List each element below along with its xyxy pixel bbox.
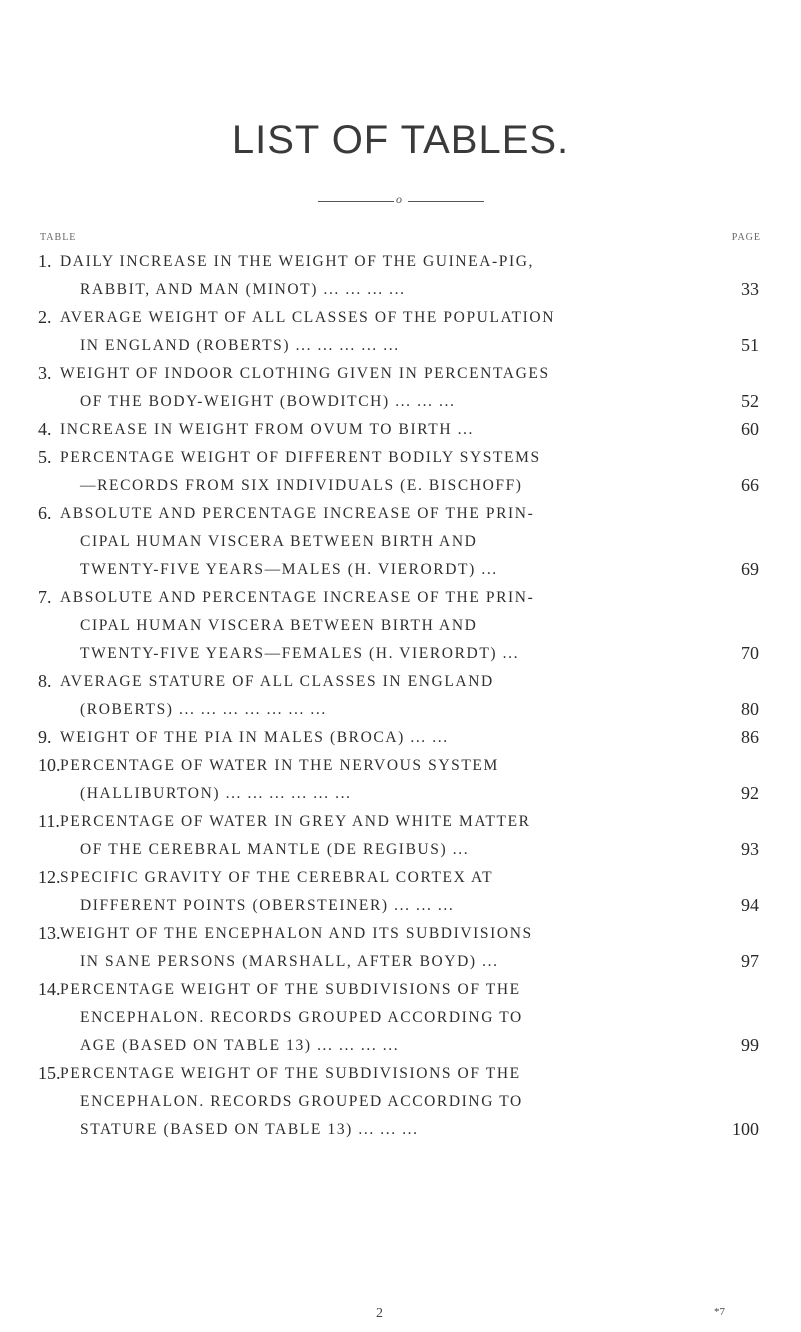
list-item bbox=[0, 248, 801, 304]
title-line: —RECORDS FROM SIX INDIVIDUALS (E. BISCHOFF) bbox=[80, 477, 523, 494]
title-line: OF THE CEREBRAL MANTLE (DE REGIBUS) ... bbox=[80, 841, 470, 858]
list-item bbox=[0, 808, 801, 864]
table-number: 9. bbox=[38, 727, 52, 747]
title-line: ABSOLUTE AND PERCENTAGE INCREASE OF THE PRIN- bbox=[60, 505, 535, 522]
table-title bbox=[60, 724, 680, 752]
ornament-rule-left bbox=[318, 201, 394, 202]
title-line: (HALLIBURTON) ... ... ... ... ... ... bbox=[80, 785, 352, 802]
list-item bbox=[0, 444, 801, 500]
list-item bbox=[0, 1060, 801, 1144]
table-number: 7. bbox=[38, 587, 52, 607]
table-title bbox=[60, 752, 680, 808]
footer-mark: *7 bbox=[714, 1306, 725, 1318]
table-number: 10. bbox=[38, 755, 61, 775]
table-number: 1. bbox=[38, 251, 52, 271]
list-item bbox=[0, 500, 801, 584]
page-number: 97 bbox=[741, 951, 759, 971]
page-title: LIST OF TABLES. bbox=[231, 118, 570, 162]
list-item bbox=[0, 752, 801, 808]
title-line: AVERAGE WEIGHT OF ALL CLASSES OF THE POPULATION bbox=[60, 309, 556, 326]
title-line: (ROBERTS) ... ... ... ... ... ... ... bbox=[80, 701, 327, 718]
page-number: 94 bbox=[741, 895, 759, 915]
table-title bbox=[60, 864, 680, 920]
list-item bbox=[0, 668, 801, 724]
page-number: 92 bbox=[741, 783, 759, 803]
table-title bbox=[60, 500, 680, 584]
title-line: PERCENTAGE OF WATER IN THE NERVOUS SYSTEM bbox=[60, 757, 499, 774]
table-list bbox=[0, 248, 801, 1144]
title-line: INCREASE IN WEIGHT FROM OVUM TO BIRTH ... bbox=[60, 421, 475, 438]
table-number: 14. bbox=[38, 979, 61, 999]
title-line: CIPAL HUMAN VISCERA BETWEEN BIRTH AND bbox=[80, 533, 478, 550]
title-line: IN SANE PERSONS (MARSHALL, AFTER BOYD) ... bbox=[80, 953, 499, 970]
table-title bbox=[60, 360, 680, 416]
title-line: TWENTY-FIVE YEARS—FEMALES (H. VIERORDT) ... bbox=[80, 645, 520, 662]
title-line: DAILY INCREASE IN THE WEIGHT OF THE GUINEA-PIG, bbox=[60, 253, 535, 270]
ornament-rule-right bbox=[408, 201, 484, 202]
title-line: WEIGHT OF THE ENCEPHALON AND ITS SUBDIVISIONS bbox=[60, 925, 533, 942]
list-item bbox=[0, 304, 801, 360]
title-line: RABBIT, AND MAN (MINOT) ... ... ... ... bbox=[80, 281, 406, 298]
table-number: 4. bbox=[38, 419, 52, 439]
table-number: 6. bbox=[38, 503, 52, 523]
title-line: TWENTY-FIVE YEARS—MALES (H. VIERORDT) ... bbox=[80, 561, 498, 578]
list-item bbox=[0, 360, 801, 416]
list-item bbox=[0, 416, 801, 444]
title-line: IN ENGLAND (ROBERTS) ... ... ... ... ... bbox=[80, 337, 400, 354]
title-line: PERCENTAGE WEIGHT OF THE SUBDIVISIONS OF THE bbox=[60, 981, 521, 998]
table-number: 5. bbox=[38, 447, 52, 467]
column-header-page: PAGE bbox=[731, 232, 761, 243]
page-number: 100 bbox=[732, 1119, 759, 1139]
title-ornament bbox=[318, 192, 484, 206]
title-line: WEIGHT OF INDOOR CLOTHING GIVEN IN PERCENTAGES bbox=[60, 365, 550, 382]
table-title bbox=[60, 304, 680, 360]
table-title bbox=[60, 584, 680, 668]
table-title bbox=[60, 808, 680, 864]
page-number: 86 bbox=[741, 727, 759, 747]
title-line: STATURE (BASED ON TABLE 13) ... ... ... bbox=[80, 1121, 419, 1138]
title-line: DIFFERENT POINTS (OBERSTEINER) ... ... ... bbox=[80, 897, 455, 914]
title-line: PERCENTAGE WEIGHT OF DIFFERENT BODILY SYSTEMS bbox=[60, 449, 541, 466]
table-title bbox=[60, 444, 680, 500]
signature-mark: 2 bbox=[376, 1306, 383, 1321]
title-line: PERCENTAGE OF WATER IN GREY AND WHITE MATTER bbox=[60, 813, 531, 830]
page-number: 69 bbox=[741, 559, 759, 579]
page-number: 99 bbox=[741, 1035, 759, 1055]
title-line: AGE (BASED ON TABLE 13) ... ... ... ... bbox=[80, 1037, 400, 1054]
page-number: 66 bbox=[741, 475, 759, 495]
table-number: 11. bbox=[38, 811, 60, 831]
title-line: CIPAL HUMAN VISCERA BETWEEN BIRTH AND bbox=[80, 617, 478, 634]
page-number: 93 bbox=[741, 839, 759, 859]
table-number: 12. bbox=[38, 867, 61, 887]
table-title bbox=[60, 668, 680, 724]
page-number: 51 bbox=[741, 335, 759, 355]
list-item bbox=[0, 976, 801, 1060]
list-item bbox=[0, 920, 801, 976]
page-number: 60 bbox=[741, 419, 759, 439]
title-line: SPECIFIC GRAVITY OF THE CEREBRAL CORTEX AT bbox=[60, 869, 494, 886]
title-line: PERCENTAGE WEIGHT OF THE SUBDIVISIONS OF THE bbox=[60, 1065, 521, 1082]
table-title bbox=[60, 1060, 680, 1144]
table-title bbox=[60, 416, 680, 444]
list-item bbox=[0, 584, 801, 668]
title-line: ENCEPHALON. RECORDS GROUPED ACCORDING TO bbox=[80, 1009, 523, 1026]
page-number: 33 bbox=[741, 279, 759, 299]
table-title bbox=[60, 976, 680, 1060]
column-header-table: TABLE bbox=[40, 232, 77, 243]
list-item bbox=[0, 864, 801, 920]
table-number: 2. bbox=[38, 307, 52, 327]
page-number: 52 bbox=[741, 391, 759, 411]
page-number: 80 bbox=[741, 699, 759, 719]
title-line: OF THE BODY-WEIGHT (BOWDITCH) ... ... ... bbox=[80, 393, 456, 410]
title-line: WEIGHT OF THE PIA IN MALES (BROCA) ... ... bbox=[60, 729, 449, 746]
title-line: AVERAGE STATURE OF ALL CLASSES IN ENGLAND bbox=[60, 673, 494, 690]
page-number: 70 bbox=[741, 643, 759, 663]
table-number: 3. bbox=[38, 363, 52, 383]
title-line: ABSOLUTE AND PERCENTAGE INCREASE OF THE PRIN- bbox=[60, 589, 535, 606]
list-item bbox=[0, 724, 801, 752]
title-line: ENCEPHALON. RECORDS GROUPED ACCORDING TO bbox=[80, 1093, 523, 1110]
table-number: 15. bbox=[38, 1063, 61, 1083]
table-title bbox=[60, 920, 680, 976]
table-number: 13. bbox=[38, 923, 61, 943]
table-title bbox=[60, 248, 680, 304]
ornament-mark: o bbox=[396, 192, 402, 206]
table-number: 8. bbox=[38, 671, 52, 691]
